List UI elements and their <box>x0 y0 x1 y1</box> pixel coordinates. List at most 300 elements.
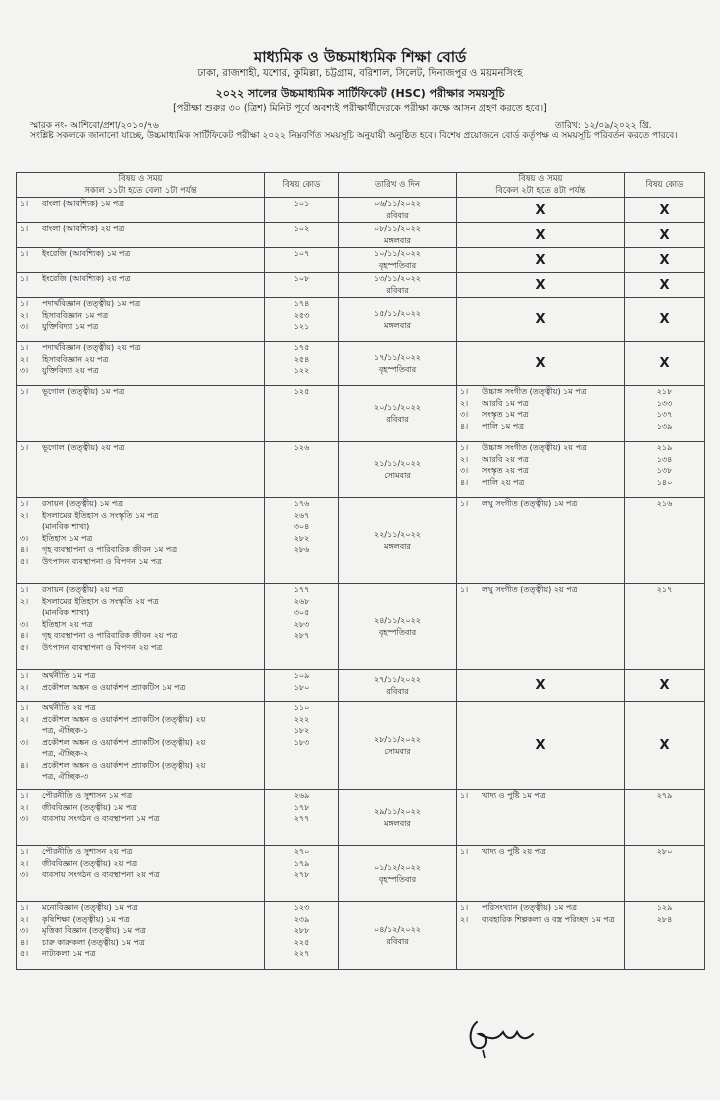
morning-codes-cell <box>265 670 339 702</box>
afternoon-subjects-cell <box>457 584 625 670</box>
no-exam-mark: X <box>535 356 546 371</box>
item-number <box>20 725 42 737</box>
morning-subject-line <box>20 846 261 858</box>
afternoon-subjects-cell <box>457 442 625 498</box>
date-cell <box>339 702 457 790</box>
morning-subject-line <box>20 925 261 937</box>
table-row <box>17 498 705 584</box>
item-number: ৫। <box>20 642 29 652</box>
subject-name: রসায়ন (তত্ত্বীয়) ২য় পত্র <box>42 585 124 594</box>
morning-subject-line <box>20 198 261 210</box>
morning-subjects-cell <box>17 902 265 970</box>
item-number: ৪। <box>460 477 469 487</box>
exam-day: বৃহস্পতিবার <box>378 874 417 884</box>
item-number: ১। <box>460 847 469 856</box>
no-exam-mark: X <box>659 277 670 293</box>
subject-name: অর্থনীতি ২য় পত্র <box>42 703 96 712</box>
date-cell <box>339 846 457 902</box>
no-exam-mark: X <box>535 312 546 327</box>
item-number <box>20 607 42 619</box>
table-row <box>17 790 705 846</box>
subject-name: উচ্চাঙ্গ সংগীত (তত্ত্বীয়) ২য় পত্র <box>482 443 587 452</box>
exam-date: ২৮/১১/২০২২ <box>374 734 421 744</box>
subject-name: উচ্চাঙ্গ সংগীত (তত্ত্বীয়) ১ম পত্র <box>482 387 587 396</box>
header-afternoon-time: বিকেল ২টা হতে ৪টা পর্যন্ত <box>495 186 586 196</box>
afternoon-subject-line <box>460 386 621 398</box>
morning-codes-cell <box>265 298 339 342</box>
morning-subject-code: ১০৯ <box>293 671 310 680</box>
morning-codes-cell <box>265 442 339 498</box>
morning-subjects-cell <box>17 386 265 442</box>
subject-name: ব্যবহারিক শিল্পকলা ও বস্ত্র পরিচ্ছদ ১ম পত্র <box>482 914 615 924</box>
subject-name: ইংরেজি (আবশ্যিক) ১ম পত্র <box>42 249 131 258</box>
afternoon-subject-line <box>460 398 621 410</box>
morning-subject-code: ২৬৯ <box>293 791 310 800</box>
morning-codes-cell <box>265 902 339 970</box>
subject-name: (মানবিক শাখা) <box>42 522 90 531</box>
morning-codes-cell <box>265 342 339 386</box>
date-cell <box>339 442 457 498</box>
item-number: ১। <box>20 499 29 508</box>
morning-subject-code: ২৮৮ <box>293 926 310 935</box>
subject-name: সংস্কৃত ২য় পত্র <box>482 466 529 475</box>
no-exam-mark: X <box>535 678 546 693</box>
date-cell <box>339 342 457 386</box>
morning-subject-line <box>20 354 261 366</box>
afternoon-subject-code: ১২৯ <box>656 903 673 912</box>
no-exam-mark: X <box>659 356 670 371</box>
afternoon-subject-code: ২৮৪ <box>656 914 673 924</box>
table-row <box>17 702 705 790</box>
item-number: ১। <box>20 249 29 258</box>
morning-subject-line <box>20 682 261 694</box>
table-row <box>17 223 705 248</box>
afternoon-subjects-cell <box>457 223 625 248</box>
item-number: ৩। <box>20 619 29 629</box>
afternoon-codes-cell <box>625 702 705 790</box>
exam-day: রবিবার <box>386 414 409 424</box>
afternoon-subject-code: ১৩৩ <box>656 398 673 408</box>
morning-subject-line <box>20 748 261 760</box>
header-morning-title: বিষয় ও সময় <box>118 174 163 184</box>
morning-subject-line <box>20 914 261 926</box>
date-cell <box>339 298 457 342</box>
morning-subject-code: ১২৫ <box>293 387 310 396</box>
item-number: ১। <box>20 443 29 452</box>
item-number: ১। <box>20 299 29 308</box>
morning-subject-code: ২২২ <box>293 714 310 724</box>
table-row <box>17 584 705 670</box>
item-number: ২। <box>460 914 469 924</box>
afternoon-subject-code: ২১৮ <box>656 387 673 396</box>
subject-name: (মানবিক শাখা) <box>42 608 90 617</box>
item-number: ১। <box>20 387 29 396</box>
subject-name: ব্যবসায় সংগঠন ও ব্যবস্থাপনা ১ম পত্র <box>42 814 160 823</box>
morning-codes-cell <box>265 248 339 273</box>
exam-date: ০৮/১১/২০২২ <box>374 224 421 233</box>
morning-subjects-cell <box>17 498 265 584</box>
subject-name: পৌরনীতি ও সুশাসন ১ম পত্র <box>42 791 133 800</box>
morning-subject-code: ১৭৮ <box>293 802 310 812</box>
morning-codes-cell <box>265 273 339 298</box>
subject-name: ইতিহাস ২য় পত্র <box>42 619 93 629</box>
item-number: ৩। <box>460 466 469 475</box>
table-header-row <box>17 173 705 198</box>
item-number: ৪। <box>20 937 29 947</box>
morning-subject-code: ১৮৩ <box>293 737 310 747</box>
table-row <box>17 386 705 442</box>
morning-subject-code: ২৮৭ <box>293 631 310 640</box>
morning-codes-cell <box>265 498 339 584</box>
item-number: ১। <box>20 199 29 208</box>
afternoon-codes-cell <box>625 584 705 670</box>
table-row <box>17 442 705 498</box>
afternoon-subject-code: ১৩৪ <box>656 454 673 464</box>
exam-day: বৃহস্পতিবার <box>378 627 417 637</box>
item-number: ১। <box>20 224 29 233</box>
morning-subject-code: ১৭৪ <box>293 299 310 308</box>
afternoon-subjects-cell <box>457 670 625 702</box>
item-number: ৩। <box>20 737 29 747</box>
morning-subject-line <box>20 630 261 642</box>
table-row <box>17 198 705 223</box>
afternoon-codes-cell <box>625 498 705 584</box>
item-number: ১। <box>20 343 29 352</box>
exam-date: ১৩/১১/২০২২ <box>374 274 421 283</box>
morning-subject-line <box>20 442 261 454</box>
morning-subject-line <box>20 771 261 783</box>
afternoon-subject-line <box>460 409 621 421</box>
item-number: ৫। <box>20 949 29 958</box>
subject-name: পদার্থবিজ্ঞান (তত্ত্বীয়) ২য় পত্র <box>42 343 141 352</box>
memo-date: তারিখ: ১২/০৯/২০২২ খ্রি. <box>555 121 652 131</box>
no-exam-mark: X <box>659 252 670 268</box>
subject-name: উৎপাদন ব্যবস্থাপনা ও বিপণন ১ম পত্র <box>42 556 162 566</box>
item-number <box>20 771 42 783</box>
item-number: ১। <box>460 387 469 396</box>
morning-subject-code: ২৫৩ <box>293 310 310 320</box>
afternoon-subject-line <box>460 790 621 802</box>
item-number: ৩। <box>460 410 469 419</box>
exam-date: ২১/১১/২০২২ <box>374 458 421 468</box>
morning-codes-cell <box>265 223 339 248</box>
morning-codes-cell <box>265 790 339 846</box>
morning-subject-code: ১৭৭ <box>293 585 310 594</box>
afternoon-subjects-cell <box>457 386 625 442</box>
header-afternoon <box>457 173 625 198</box>
morning-subject-code: ২২৭ <box>293 949 310 958</box>
afternoon-codes-cell <box>625 273 705 298</box>
afternoon-subject-line <box>460 584 621 596</box>
morning-subject-line <box>20 948 261 960</box>
item-number: ৩। <box>20 814 29 823</box>
morning-subject-code: ২৭৭ <box>293 814 310 823</box>
subject-name: মনোবিজ্ঞান (তত্ত্বীয়) ১ম পত্র <box>42 903 138 912</box>
header-morning-time: সকাল ১১টা হতে বেলা ১টা পর্যন্ত <box>84 186 197 196</box>
morning-subject-line <box>20 714 261 726</box>
item-number: ৪। <box>20 545 29 554</box>
subject-name: ইসলামের ইতিহাস ও সংস্কৃতি ১ম পত্র <box>42 510 159 520</box>
morning-subject-line <box>20 310 261 322</box>
afternoon-subjects-cell <box>457 342 625 386</box>
morning-subject-line <box>20 223 261 235</box>
subject-name: ভূগোল (তত্ত্বীয়) ২য় পত্র <box>42 443 125 452</box>
morning-subject-line <box>20 607 261 619</box>
morning-subjects-cell <box>17 442 265 498</box>
afternoon-subject-line <box>460 846 621 858</box>
table-row <box>17 342 705 386</box>
afternoon-subjects-cell <box>457 902 625 970</box>
exam-day: মঙ্গলবার <box>384 541 411 551</box>
afternoon-subject-code: ১৩৭ <box>656 410 673 419</box>
schedule-note: [পরীক্ষা শুরুর ৩০ (ত্রিশ) মিনিট পূর্বে অবশ্যই পরীক্ষার্থীদেরকে পরীক্ষা কক্ষে আসন গ্রহণ করতে হবে।] <box>173 103 547 114</box>
morning-subjects-cell <box>17 298 265 342</box>
no-exam-mark: X <box>659 678 670 693</box>
item-number <box>20 521 42 533</box>
afternoon-subject-code: ১৪০ <box>656 477 673 487</box>
morning-subject-line <box>20 858 261 870</box>
morning-subject-code: ১৭৫ <box>293 343 310 352</box>
morning-subject-code: ২৬৭ <box>293 510 310 520</box>
morning-subject-code: ১৮০ <box>293 682 310 692</box>
header-code: বিষয় কোড <box>265 173 339 198</box>
exam-schedule-table <box>16 172 705 970</box>
item-number: ৩। <box>20 870 29 879</box>
subject-name: ইংরেজি (আবশ্যিক) ২য় পত্র <box>42 274 131 283</box>
morning-subject-code: ১২২ <box>293 366 310 375</box>
no-exam-mark: X <box>535 202 546 218</box>
morning-subjects-cell <box>17 790 265 846</box>
board-title: মাধ্যমিক ও উচ্চমাধ্যমিক শিক্ষা বোর্ড <box>253 48 467 66</box>
exam-date: ২০/১১/২০২২ <box>374 402 421 412</box>
morning-subject-code: ১০৮ <box>293 274 310 283</box>
subject-name: প্রকৌশল অঙ্কন ও ওয়ার্কশপ প্র্যাকটিস (তত্ত্বীয়) ২য় <box>42 737 206 747</box>
afternoon-subject-line <box>460 421 621 433</box>
morning-subject-line <box>20 321 261 333</box>
exam-date: ০৪/১২/২০২২ <box>374 924 421 934</box>
afternoon-codes-cell <box>625 442 705 498</box>
subject-name: খাদ্য ও পুষ্টি ১ম পত্র <box>482 791 546 800</box>
morning-subject-line <box>20 556 261 568</box>
exam-day: রবিবার <box>386 286 409 295</box>
morning-subjects-cell <box>17 223 265 248</box>
item-number: ৩। <box>20 926 29 935</box>
morning-subject-line <box>20 298 261 310</box>
subject-name: প্রকৌশল অঙ্কন ও ওয়ার্কশপ প্র্যাকটিস ১ম পত্র <box>42 682 186 692</box>
header-date: তারিখ ও দিন <box>339 173 457 198</box>
afternoon-subject-line <box>460 477 621 489</box>
date-cell <box>339 498 457 584</box>
item-number: ২। <box>20 310 29 320</box>
subject-name: খাদ্য ও পুষ্টি ২য় পত্র <box>482 847 546 856</box>
item-number: ২। <box>460 454 469 464</box>
morning-subject-line <box>20 642 261 654</box>
exam-day: রবিবার <box>386 936 409 946</box>
item-number: ১। <box>20 847 29 856</box>
item-number: ২। <box>20 596 29 606</box>
morning-subject-line <box>20 584 261 596</box>
item-number: ২। <box>20 682 29 692</box>
exam-day: মঙ্গলবার <box>384 236 411 245</box>
morning-subject-code: ৩০৫ <box>293 608 310 617</box>
morning-subject-line <box>20 365 261 377</box>
morning-subject-line <box>20 510 261 522</box>
table-row <box>17 902 705 970</box>
table-row <box>17 248 705 273</box>
morning-subject-line <box>20 702 261 714</box>
morning-subject-code: ১২১ <box>293 322 310 331</box>
morning-subject-code: ১১০ <box>293 703 310 712</box>
subject-name: ব্যবসায় সংগঠন ও ব্যবস্থাপনা ২য় পত্র <box>42 870 160 879</box>
exam-date: ১৫/১১/২০২২ <box>374 308 421 318</box>
morning-subjects-cell <box>17 702 265 790</box>
table-row <box>17 846 705 902</box>
morning-subject-code: ২৩৯ <box>293 914 310 924</box>
date-cell <box>339 386 457 442</box>
morning-subject-line <box>20 596 261 608</box>
subject-name: পত্র, ঐচ্ছিক-২ <box>42 749 89 758</box>
morning-subjects-cell <box>17 273 265 298</box>
date-cell <box>339 670 457 702</box>
morning-subject-line <box>20 725 261 737</box>
morning-subjects-cell <box>17 198 265 223</box>
item-number: ২। <box>20 510 29 520</box>
subject-name: পালি ২য় পত্র <box>482 477 525 487</box>
header-code-afternoon: বিষয় কোড <box>625 173 705 198</box>
afternoon-subjects-cell <box>457 273 625 298</box>
morning-subject-code: ১৭৬ <box>293 499 310 508</box>
subject-name: আরবি ১ম পত্র <box>482 398 529 408</box>
subject-name: হিসাববিজ্ঞান ২য় পত্র <box>42 354 109 364</box>
subject-name: প্রকৌশল অঙ্কন ও ওয়ার্কশপ প্র্যাকটিস (তত্ত্বীয়) ২য় <box>42 760 206 770</box>
date-cell <box>339 198 457 223</box>
afternoon-codes-cell <box>625 670 705 702</box>
exam-day: বৃহস্পতিবার <box>378 364 417 374</box>
date-cell <box>339 584 457 670</box>
item-number: ১। <box>20 703 29 712</box>
morning-subject-code: ২৭০ <box>293 847 310 856</box>
afternoon-subject-code: ১৩৮ <box>656 466 673 475</box>
subject-name: কৃষিশিক্ষা (তত্ত্বীয়) ১ম পত্র <box>42 914 130 924</box>
item-number: ১। <box>20 671 29 680</box>
afternoon-codes-cell <box>625 198 705 223</box>
subject-name: পত্র, ঐচ্ছিক-১ <box>42 726 89 735</box>
no-exam-mark: X <box>535 277 546 293</box>
subject-name: পদার্থবিজ্ঞান (তত্ত্বীয়) ১ম পত্র <box>42 299 141 308</box>
exam-day: মঙ্গলবার <box>384 320 411 330</box>
morning-subject-code: ২৮৬ <box>293 545 310 554</box>
morning-subject-code: ২২৫ <box>293 937 310 947</box>
exam-day: রবিবার <box>386 686 409 696</box>
afternoon-subjects-cell <box>457 846 625 902</box>
morning-subject-line <box>20 342 261 354</box>
afternoon-subject-line <box>460 498 621 510</box>
afternoon-subject-code: ২৭৯ <box>656 791 673 800</box>
afternoon-subjects-cell <box>457 790 625 846</box>
item-number: ১। <box>20 585 29 594</box>
afternoon-codes-cell <box>625 386 705 442</box>
no-exam-mark: X <box>535 227 546 243</box>
no-exam-mark: X <box>659 312 670 327</box>
subject-name: ইসলামের ইতিহাস ও সংস্কৃতি ২য় পত্র <box>42 596 159 606</box>
morning-subjects-cell <box>17 248 265 273</box>
afternoon-subject-code: ২৮০ <box>656 847 673 856</box>
subject-name: যুক্তিবিদ্যা ১ম পত্র <box>42 322 99 331</box>
exam-day: সোমবার <box>384 746 411 756</box>
item-number: ২। <box>20 802 29 812</box>
item-number: ১। <box>460 903 469 912</box>
item-number <box>20 748 42 760</box>
morning-subject-code: ৩০৪ <box>293 522 310 531</box>
afternoon-codes-cell <box>625 298 705 342</box>
morning-subject-line <box>20 248 261 260</box>
item-number: ৫। <box>20 556 29 566</box>
afternoon-subjects-cell <box>457 198 625 223</box>
subject-name: বাংলা (আবশ্যিক) ২য় পত্র <box>42 224 125 233</box>
no-exam-mark: X <box>535 738 546 753</box>
afternoon-subject-line <box>460 454 621 466</box>
afternoon-subject-code: ২১৯ <box>656 443 673 452</box>
item-number: ২। <box>460 398 469 408</box>
header-afternoon-title: বিষয় ও সময় <box>518 174 563 184</box>
morning-subject-code: ১০৭ <box>293 249 310 258</box>
subject-name: আরবি ২য় পত্র <box>482 454 529 464</box>
afternoon-subject-code: ১৩৯ <box>656 421 673 431</box>
morning-subject-line <box>20 813 261 825</box>
item-number: ১। <box>460 791 469 800</box>
item-number: ১। <box>460 443 469 452</box>
item-number: ২। <box>20 914 29 924</box>
morning-codes-cell <box>265 846 339 902</box>
exam-date: ২৪/১১/২০২২ <box>374 615 421 625</box>
morning-subject-code: ১০১ <box>293 199 310 208</box>
item-number: ৪। <box>20 760 29 770</box>
afternoon-subject-line <box>460 465 621 477</box>
board-cities: ঢাকা, রাজশাহী, যশোর, কুমিল্লা, চট্টগ্রাম, বরিশাল, সিলেট, দিনাজপুর ও ময়মনসিংহ <box>197 68 523 79</box>
afternoon-subject-code: ২১৬ <box>656 499 673 508</box>
afternoon-subjects-cell <box>457 298 625 342</box>
afternoon-subjects-cell <box>457 498 625 584</box>
subject-name: লঘু সংগীত (তত্ত্বীয়) ২য় পত্র <box>482 585 578 594</box>
subject-name: প্রকৌশল অঙ্কন ও ওয়ার্কশপ প্র্যাকটিস (তত্ত্বীয়) ২য় <box>42 714 206 724</box>
morning-subject-code: ১২৬ <box>293 443 310 452</box>
header-morning <box>17 173 265 198</box>
afternoon-codes-cell <box>625 790 705 846</box>
exam-day: সোমবার <box>384 470 411 480</box>
exam-date: ১০/১১/২০২২ <box>374 249 421 258</box>
date-cell <box>339 223 457 248</box>
exam-date: ০১/১২/২০২২ <box>374 862 421 872</box>
no-exam-mark: X <box>659 738 670 753</box>
item-number: ২। <box>20 714 29 724</box>
exam-date: ২৭/১১/২০২২ <box>374 674 421 684</box>
morning-subject-line <box>20 619 261 631</box>
exam-date: ২২/১১/২০২২ <box>374 529 421 539</box>
item-number: ১। <box>460 499 469 508</box>
morning-subject-line <box>20 670 261 682</box>
afternoon-codes-cell <box>625 902 705 970</box>
morning-subject-line <box>20 902 261 914</box>
morning-subject-code: ২৭৮ <box>293 870 310 879</box>
morning-subject-code: ১০২ <box>293 224 310 233</box>
item-number: ১। <box>20 903 29 912</box>
subject-name: চারু কারুকলা (তত্ত্বীয়) ১ম পত্র <box>42 937 145 947</box>
table-row <box>17 298 705 342</box>
subject-name: গৃহ ব্যবস্থাপনা ও পারিবারিক জীবন ১ম পত্র <box>42 545 178 554</box>
afternoon-codes-cell <box>625 342 705 386</box>
exam-day: রবিবার <box>386 211 409 220</box>
subject-name: অর্থনীতি ১ম পত্র <box>42 671 96 680</box>
